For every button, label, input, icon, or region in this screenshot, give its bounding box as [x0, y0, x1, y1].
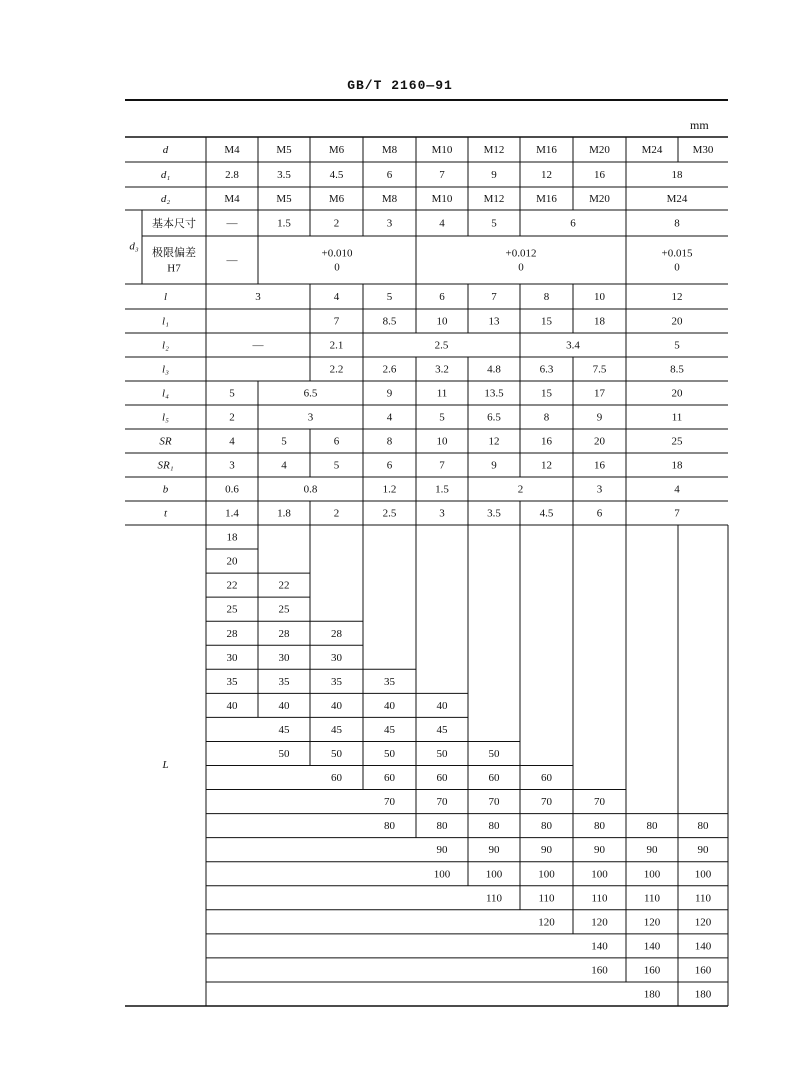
table-cell: 6: [386, 459, 393, 472]
L-value: 90: [541, 844, 552, 857]
L-value: 90: [436, 844, 448, 857]
table-cell: 12: [541, 459, 552, 472]
table-cell: 4: [386, 411, 393, 424]
row-label: d: [162, 144, 169, 157]
L-value: 50: [278, 748, 290, 761]
table-cell: 2.6: [382, 363, 397, 376]
table-cell: 8.5: [382, 315, 397, 328]
row-label: L: [162, 759, 169, 772]
table-cell: 11: [671, 411, 683, 424]
L-value: 20: [226, 555, 238, 568]
table-cell: 18: [594, 315, 605, 328]
table-cell: 8: [543, 411, 550, 424]
L-value: 50: [384, 748, 395, 761]
L-value: 70: [436, 796, 448, 809]
table-cell: 3.5: [487, 507, 501, 520]
table-cell: 12: [541, 169, 552, 182]
L-value: 35: [384, 675, 395, 688]
L-value: 80: [488, 820, 500, 833]
L-value: 45: [384, 723, 395, 736]
table-cell: 15: [541, 387, 552, 400]
table-cell: 4.5: [329, 169, 344, 182]
table-cell: M16: [536, 144, 557, 157]
row-label: l: [163, 291, 168, 304]
L-value: 140: [643, 940, 661, 953]
L-value: 90: [594, 844, 605, 857]
table-cell: 20: [671, 387, 683, 400]
L-value: 120: [643, 916, 661, 929]
L-value: 160: [694, 964, 712, 977]
table-cell: 17: [594, 387, 605, 400]
table-cell: 0.8: [303, 483, 318, 496]
L-value: 35: [226, 675, 238, 688]
L-value: 70: [541, 796, 552, 809]
L-value: 25: [278, 603, 290, 616]
table-cell: 0.6: [225, 483, 239, 496]
table-cell: 13: [488, 315, 500, 328]
table-cell: M10: [431, 144, 453, 157]
table-cell: 5: [674, 339, 680, 352]
table-cell: 12: [671, 291, 683, 304]
table-cell: 25: [671, 435, 683, 448]
table-cell: 5: [229, 387, 235, 400]
table-cell: 3: [307, 411, 314, 424]
table-cell: 4.5: [539, 507, 554, 520]
L-value: 22: [226, 579, 238, 592]
table-cell: 5: [439, 411, 445, 424]
table-cell: 16: [594, 459, 605, 472]
table-cell: 3: [255, 291, 261, 304]
row-label: H7: [167, 262, 181, 275]
L-value: 100: [643, 868, 661, 881]
L-value: 25: [226, 603, 238, 616]
table-cell: 9: [386, 387, 393, 400]
table-cell: 3: [229, 459, 235, 472]
table-cell: M24: [666, 193, 688, 206]
L-value: 100: [433, 868, 451, 881]
table-cell: M4: [224, 193, 240, 206]
table-cell: 2.8: [225, 169, 239, 182]
L-value: 60: [541, 772, 552, 785]
table-cell: 3: [439, 507, 445, 520]
table-cell: 5: [281, 435, 287, 448]
table-cell: 1.8: [277, 507, 291, 520]
table-cell: 4.8: [487, 363, 501, 376]
table-cell: 7: [333, 315, 340, 328]
table-cell: 2.5: [434, 339, 449, 352]
table-cell: M16: [536, 193, 557, 206]
L-value: 45: [278, 723, 290, 736]
table-cell: 10: [436, 315, 448, 328]
table-cell: 13.5: [484, 387, 504, 400]
table-cell: 7: [674, 507, 680, 520]
row-label: l₂: [162, 339, 169, 352]
L-value: 80: [541, 820, 552, 833]
table-cell: +0.010: [321, 247, 353, 260]
table-cell: 6.5: [303, 387, 318, 400]
table-cell: 6: [333, 435, 340, 448]
table-cell: 6: [439, 291, 445, 304]
L-value: 80: [384, 820, 395, 833]
table-cell: 0: [674, 261, 680, 274]
L-value: 160: [643, 964, 661, 977]
L-value: 28: [226, 627, 238, 640]
row-label: d₃: [129, 240, 139, 253]
table-cell: 10: [594, 291, 605, 304]
table-cell: +0.015: [661, 247, 693, 260]
table-cell: 1.5: [277, 217, 291, 230]
table-cell: 20: [594, 435, 605, 448]
L-value: 110: [694, 892, 712, 905]
table-cell: 6: [596, 507, 603, 520]
row-label: l₁: [162, 315, 169, 328]
L-value: 90: [646, 844, 658, 857]
L-value: 30: [278, 651, 290, 664]
table-cell: 2: [333, 507, 340, 520]
L-value: 18: [226, 531, 238, 544]
table-cell: M4: [224, 144, 240, 157]
L-value: 100: [538, 868, 555, 881]
L-value: 110: [591, 892, 608, 905]
L-value: 110: [643, 892, 661, 905]
table-cell: 6.3: [539, 363, 554, 376]
table-cell: 2.2: [329, 363, 344, 376]
table-cell: 1.5: [435, 483, 449, 496]
table-cell: 6: [570, 217, 576, 230]
L-value: 45: [436, 723, 448, 736]
L-value: 40: [278, 699, 290, 712]
table-cell: 4: [229, 435, 235, 448]
row-label: l₅: [162, 411, 169, 424]
L-value: 28: [278, 627, 290, 640]
table-cell: 10: [436, 435, 448, 448]
L-value: 120: [538, 916, 555, 929]
table-cell: 2: [333, 217, 340, 230]
table-cell: 1.2: [382, 483, 397, 496]
table-cell: 12: [488, 435, 500, 448]
standard-number: GB/T 2160—91: [347, 78, 453, 93]
L-value: 90: [697, 844, 709, 857]
table-cell: 2: [229, 411, 235, 424]
row-label: b: [162, 483, 169, 496]
table-cell: 4: [281, 459, 287, 472]
table-cell: 16: [594, 169, 605, 182]
table-cell: 8: [386, 435, 393, 448]
table-cell: M8: [381, 193, 398, 206]
table-cell: M6: [328, 144, 345, 157]
table-cell: 9: [491, 169, 497, 182]
table-cell: M12: [483, 144, 505, 157]
table-cell: 9: [491, 459, 497, 472]
L-value: 60: [384, 772, 395, 785]
table-cell: 3: [386, 217, 393, 230]
table-cell: 4: [674, 483, 680, 496]
table-cell: 20: [671, 315, 683, 328]
L-value: 120: [591, 916, 608, 929]
L-value: 110: [538, 892, 555, 905]
row-label: l₄: [162, 387, 169, 400]
table-cell: 8: [674, 217, 680, 230]
table-cell: 8: [543, 291, 550, 304]
table-cell: 3.4: [566, 339, 580, 352]
table-cell: 7.5: [592, 363, 607, 376]
L-value: 60: [331, 772, 342, 785]
L-value: 40: [384, 699, 395, 712]
table-cell: 7: [491, 291, 497, 304]
table-cell: 5: [386, 291, 393, 304]
table-cell: M20: [589, 193, 610, 206]
table-cell: 16: [541, 435, 552, 448]
L-value: 80: [646, 820, 658, 833]
unit-label: mm: [690, 118, 709, 132]
row-label: 极限偏差: [152, 246, 196, 259]
L-value: 70: [594, 796, 605, 809]
L-value: 35: [331, 675, 342, 688]
table-cell: M24: [641, 144, 663, 157]
L-value: 50: [436, 748, 448, 761]
table-cell: M10: [431, 193, 453, 206]
table-cell: 0: [518, 261, 524, 274]
L-value: 28: [331, 627, 342, 640]
table-cell: 3.5: [277, 169, 291, 182]
L-value: 30: [331, 651, 342, 664]
table-cell: M8: [381, 144, 398, 157]
L-value: 70: [384, 796, 395, 809]
table-cell: 4: [439, 217, 445, 230]
table-cell: —: [226, 254, 238, 267]
row-label: t: [163, 507, 168, 520]
L-value: 60: [488, 772, 500, 785]
table-cell: M20: [589, 144, 610, 157]
table-cell: 11: [436, 387, 448, 400]
row-label: SR₁: [157, 459, 174, 472]
L-value: 22: [278, 579, 290, 592]
row-label: SR: [159, 435, 172, 448]
table-cell: M5: [276, 144, 292, 157]
table-cell: 5: [491, 217, 497, 230]
L-value: 120: [694, 916, 712, 929]
table-cell: 6: [386, 169, 393, 182]
row-label: 基本尺寸: [152, 217, 196, 230]
table-cell: 4: [333, 291, 340, 304]
table-cell: 5: [333, 459, 340, 472]
table-cell: M30: [692, 144, 714, 157]
table-cell: 8.5: [670, 363, 684, 376]
L-value: 80: [594, 820, 605, 833]
table-cell: M5: [276, 193, 292, 206]
table-cell: 7: [439, 169, 445, 182]
L-value: 100: [694, 868, 712, 881]
L-value: 160: [591, 964, 608, 977]
table-cell: 15: [541, 315, 552, 328]
table-cell: 2.5: [382, 507, 397, 520]
table-cell: 1.4: [225, 507, 239, 520]
table-cell: 6.5: [487, 411, 501, 424]
table-cell: M12: [483, 193, 505, 206]
L-value: 30: [226, 651, 238, 664]
table-cell: +0.012: [505, 247, 537, 260]
table-cell: 18: [671, 169, 683, 182]
row-label: l₃: [162, 363, 169, 376]
table-cell: —: [252, 339, 264, 352]
table-cell: 3: [596, 483, 603, 496]
L-value: 70: [488, 796, 500, 809]
L-value: 60: [436, 772, 448, 785]
L-value: 100: [591, 868, 608, 881]
L-value: 45: [331, 723, 342, 736]
table-cell: 9: [596, 411, 603, 424]
L-value: 40: [436, 699, 448, 712]
table-cell: 2.1: [329, 339, 344, 352]
table-cell: 3.2: [435, 363, 449, 376]
L-value: 80: [697, 820, 709, 833]
L-value: 100: [485, 868, 503, 881]
table-cell: 18: [671, 459, 683, 472]
L-value: 40: [226, 699, 238, 712]
table-cell: 2: [517, 483, 524, 496]
row-label: d₁: [160, 169, 171, 182]
table-cell: M6: [328, 193, 345, 206]
L-value: 40: [331, 699, 342, 712]
table-cell: 7: [439, 459, 445, 472]
table-cell: 0: [334, 261, 340, 274]
L-value: 35: [278, 675, 290, 688]
L-value: 50: [488, 748, 500, 761]
L-value: 50: [331, 748, 342, 761]
L-value: 110: [485, 892, 503, 905]
L-value: 180: [643, 988, 661, 1001]
L-value: 180: [694, 988, 712, 1001]
L-value: 80: [436, 820, 448, 833]
L-value: 90: [488, 844, 500, 857]
row-label: d₂: [160, 193, 171, 206]
L-value: 140: [694, 940, 712, 953]
table-cell: —: [226, 217, 238, 230]
L-value: 140: [591, 940, 608, 953]
